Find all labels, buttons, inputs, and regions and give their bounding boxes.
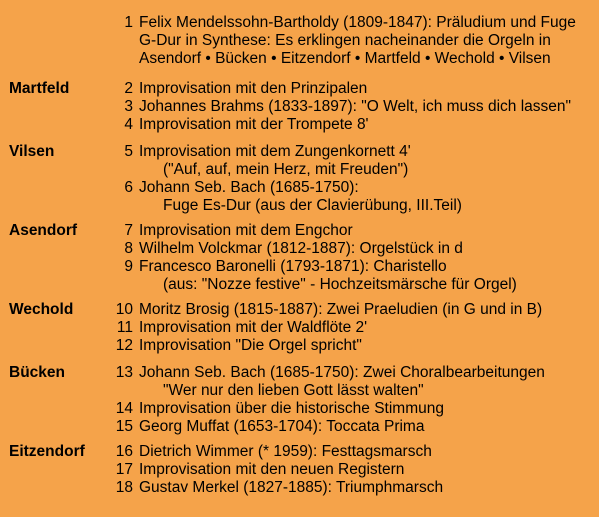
item-text: Wilhelm Volckmar (1812-1887): Orgelstück in d — [139, 240, 463, 257]
program-item-line — [0, 301, 599, 319]
item-text: Johannes Brahms (1833-1897): "O Welt, ich muss dich lassen" — [139, 98, 572, 115]
item-text: Improvisation "Die Orgel spricht" — [139, 337, 362, 354]
item-number: 18 — [115, 479, 133, 496]
item-text: Improvisation mit den neuen Registern — [139, 461, 405, 478]
program-item-line — [0, 50, 599, 68]
item-text: Improvisation über die historische Stimmung — [139, 400, 444, 417]
location-label: Vilsen — [9, 143, 55, 160]
item-number: 2 — [124, 80, 133, 97]
program-item-line — [0, 98, 599, 116]
item-text: Improvisation mit dem Zungenkornett 4' — [139, 143, 411, 160]
program-item-line — [0, 80, 599, 98]
item-number: 17 — [115, 461, 133, 478]
item-text: (aus: "Nozze festive" - Hochzeitsmärsche für Orgel) — [163, 276, 517, 293]
program-item-line — [0, 161, 599, 179]
item-text: Improvisation mit dem Engchor — [139, 222, 353, 239]
item-number: 13 — [115, 364, 133, 381]
location-label: Eitzendorf — [9, 443, 85, 460]
item-text: Asendorf • Bücken • Eitzendorf • Martfeld • Wechold • Vilsen — [139, 50, 551, 67]
item-text: G-Dur in Synthese: Es erklingen nacheinander die Orgeln in — [139, 32, 551, 49]
location-label: Wechold — [9, 301, 74, 318]
program-item-line — [0, 32, 599, 50]
program-item-line — [0, 400, 599, 418]
item-text: Johann Seb. Bach (1685-1750): Zwei Choralbearbeitungen — [139, 364, 545, 381]
program-item-line — [0, 418, 599, 436]
item-number: 3 — [124, 98, 133, 115]
item-number: 8 — [124, 240, 133, 257]
item-text: Improvisation mit der Waldflöte 2' — [139, 319, 368, 336]
item-number: 5 — [124, 143, 133, 160]
program-item-line — [0, 116, 599, 134]
item-text: Georg Muffat (1653-1704): Toccata Prima — [139, 418, 425, 435]
item-text: Francesco Baronelli (1793-1871): Charistello — [139, 258, 447, 275]
item-number: 1 — [124, 14, 133, 31]
program-item-line — [0, 240, 599, 258]
item-text: Moritz Brosig (1815-1887): Zwei Praeludien (in G und in B) — [139, 301, 543, 318]
item-text: Dietrich Wimmer (* 1959): Festtagsmarsch — [139, 443, 432, 460]
location-label: Bücken — [9, 364, 65, 381]
item-number: 9 — [124, 258, 133, 275]
program-item-line — [0, 479, 599, 497]
program-item-line — [0, 179, 599, 197]
item-text: ("Auf, auf, mein Herz, mit Freuden") — [163, 161, 409, 178]
item-text: Fuge Es-Dur (aus der Clavierübung, III.Teil) — [163, 197, 462, 214]
item-number: 11 — [116, 319, 133, 336]
item-number: 12 — [115, 337, 133, 354]
item-number: 4 — [124, 116, 133, 133]
item-text: Gustav Merkel (1827-1885): Triumphmarsch — [139, 479, 444, 496]
item-number: 7 — [124, 222, 133, 239]
item-text: "Wer nur den lieben Gott lässt walten" — [163, 382, 424, 399]
item-text: Felix Mendelssohn-Bartholdy (1809-1847): Präludium und Fuge — [139, 14, 576, 31]
program-item-line — [0, 222, 599, 240]
program-item-line — [0, 276, 599, 294]
item-number: 16 — [115, 443, 133, 460]
item-text: Improvisation mit der Trompete 8' — [139, 116, 369, 133]
location-label: Martfeld — [9, 80, 70, 97]
program-item-line — [0, 197, 599, 215]
program-item-line — [0, 14, 599, 32]
item-number: 10 — [115, 301, 133, 318]
program-item-line — [0, 143, 599, 161]
program-item-line — [0, 443, 599, 461]
program-item-line — [0, 382, 599, 400]
program-item-line — [0, 319, 599, 337]
location-label: Asendorf — [9, 222, 78, 239]
program-item-line — [0, 461, 599, 479]
item-number: 14 — [115, 400, 133, 417]
item-number: 6 — [124, 179, 133, 196]
program-item-line — [0, 337, 599, 355]
item-text: Johann Seb. Bach (1685-1750): — [139, 179, 359, 196]
item-text: Improvisation mit den Prinzipalen — [139, 80, 368, 97]
program-item-line — [0, 258, 599, 276]
item-number: 15 — [115, 418, 133, 435]
program-item-line — [0, 364, 599, 382]
